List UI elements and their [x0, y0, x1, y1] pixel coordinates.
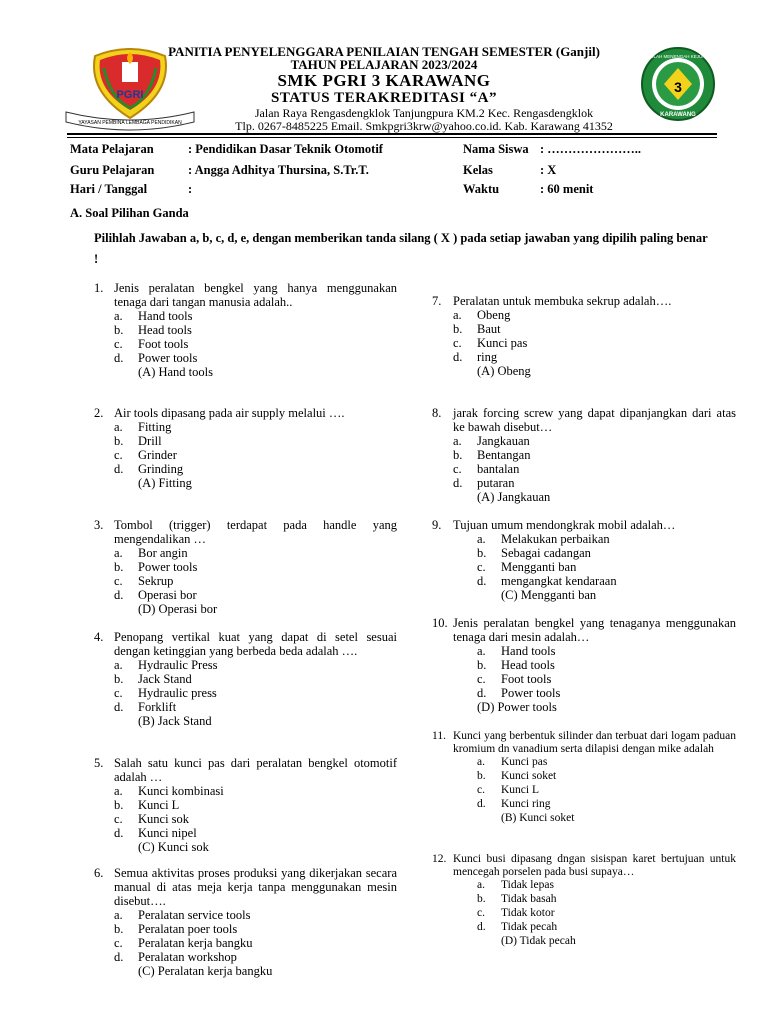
answer-option[interactable]	[114, 922, 397, 936]
question-number: 11.	[432, 730, 446, 742]
answer-option[interactable]	[114, 462, 397, 476]
option-text: Tidak basah	[501, 893, 557, 905]
question-stem: Semua aktivitas proses produksi yang dikerjakan secara manual di atas meja kerja tanpa menggunakan mesin disebut….	[114, 866, 397, 908]
answer-option[interactable]	[114, 826, 397, 840]
answer-option[interactable]	[114, 337, 397, 351]
question-2	[94, 406, 397, 490]
option-text: Hand tools	[138, 309, 193, 323]
option-letter: d.	[453, 476, 463, 490]
option-text: Head tools	[138, 323, 192, 337]
option-letter: c.	[114, 574, 123, 588]
question-number: 5.	[94, 756, 104, 770]
question-9	[432, 518, 736, 602]
answer-option[interactable]	[453, 434, 736, 448]
answer-option[interactable]	[114, 700, 397, 714]
question-number: 7.	[432, 294, 442, 308]
answer-option[interactable]	[114, 672, 397, 686]
answer-key: (C) Kunci sok	[138, 840, 209, 854]
option-text: Head tools	[501, 658, 555, 672]
answer-option[interactable]	[114, 574, 397, 588]
option-letter: d.	[114, 826, 124, 840]
option-text: Peralatan kerja bangku	[138, 936, 253, 950]
option-text: Sebagai cadangan	[501, 546, 591, 560]
option-text: Baut	[477, 322, 501, 336]
time-label: Waktu	[463, 182, 500, 196]
question-5	[94, 756, 397, 854]
question-stem: Kunci yang berbentuk silinder dan terbuat dari logam paduan kromium dn vanadium serta dilapisi dengan mike adalah	[453, 730, 736, 755]
answer-option[interactable]	[477, 921, 736, 935]
option-letter: b.	[114, 798, 124, 812]
question-8	[432, 406, 736, 504]
answer-key: (C) Mengganti ban	[501, 588, 597, 602]
answer-option[interactable]	[477, 546, 736, 560]
answer-option[interactable]	[114, 784, 397, 798]
option-text: Hydraulic Press	[138, 658, 218, 672]
option-text: Jack Stand	[138, 672, 192, 686]
answer-key: (D) Power tools	[477, 700, 557, 714]
option-letter: b.	[114, 434, 124, 448]
answer-option[interactable]	[477, 756, 736, 770]
answer-option[interactable]	[114, 588, 397, 602]
option-text: Kunci soket	[501, 770, 557, 782]
option-letter: d.	[477, 798, 486, 810]
option-text: Forklift	[138, 700, 177, 714]
option-text: Kunci pas	[501, 756, 548, 768]
answer-option[interactable]	[477, 574, 736, 588]
answer-key: (A) Obeng	[477, 364, 531, 378]
answer-key: (A) Jangkauan	[477, 490, 551, 504]
question-number: 6.	[94, 866, 104, 880]
option-letter: d.	[114, 588, 124, 602]
answer-option[interactable]	[114, 658, 397, 672]
subject-label: Mata Pelajaran	[70, 142, 154, 156]
answer-option[interactable]	[453, 462, 736, 476]
student-name-field[interactable]: : …………………..	[540, 142, 642, 156]
date-value: :	[188, 182, 193, 196]
option-text: ring	[477, 350, 498, 364]
answer-option[interactable]	[114, 950, 397, 964]
teacher-value: : Angga Adhitya Thursina, S.Tr.T.	[188, 163, 369, 177]
option-letter: a.	[477, 644, 486, 658]
header-year: TAHUN PELAJARAN 2023/2024	[290, 57, 478, 72]
option-letter: b.	[477, 770, 486, 782]
question-stem: Tujuan umum mendongkrak mobil adalah…	[453, 518, 676, 532]
option-text: Hand tools	[501, 644, 556, 658]
option-text: Drill	[138, 434, 162, 448]
school-address: Jalan Raya Rengasdengklok Tanjungpura KM.2 Kec. Rengasdengklok	[254, 106, 594, 120]
svg-text:3: 3	[674, 79, 682, 95]
option-letter: b.	[477, 658, 487, 672]
option-letter: d.	[114, 462, 124, 476]
option-text: Tidak lepas	[501, 879, 554, 891]
option-letter: d.	[477, 574, 487, 588]
answer-option[interactable]	[114, 434, 397, 448]
subject-value: : Pendidikan Dasar Teknik Otomotif	[188, 142, 383, 156]
option-text: Kunci ring	[501, 798, 551, 810]
question-10	[432, 616, 736, 714]
option-letter: c.	[477, 907, 485, 919]
option-text: Bentangan	[477, 448, 531, 462]
question-number: 12.	[432, 853, 447, 865]
option-letter: a.	[114, 420, 123, 434]
option-letter: c.	[114, 936, 123, 950]
option-letter: c.	[114, 686, 123, 700]
date-label: Hari / Tanggal	[70, 182, 148, 196]
answer-option[interactable]	[477, 658, 736, 672]
option-letter: b.	[453, 322, 463, 336]
answer-option[interactable]	[453, 350, 736, 364]
question-6	[94, 866, 397, 978]
option-letter: d.	[114, 950, 124, 964]
section-title: A. Soal Pilihan Ganda	[70, 206, 189, 220]
option-text: Jangkauan	[477, 434, 530, 448]
student-name-label: Nama Siswa	[463, 142, 529, 156]
question-1	[94, 281, 397, 379]
option-letter: a.	[477, 879, 485, 891]
option-text: Bor angin	[138, 546, 188, 560]
option-text: Kunci kombinasi	[138, 784, 224, 798]
section-instruction: Pilihlah Jawaban a, b, c, d, e, dengan memberikan tanda silang ( X ) pada setiap jawaban yang dipilih paling benar !	[94, 231, 708, 266]
answer-option[interactable]	[114, 351, 397, 365]
question-stem: jarak forcing screw yang dapat dipanjangkan dari atas ke bawah disebut…	[453, 406, 736, 434]
question-stem: Peralatan untuk membuka sekrup adalah….	[453, 294, 672, 308]
answer-option[interactable]	[477, 879, 736, 893]
answer-key: (B) Kunci soket	[501, 812, 575, 824]
option-letter: b.	[114, 323, 124, 337]
option-text: Mengganti ban	[501, 560, 577, 574]
option-text: Kunci sok	[138, 812, 190, 826]
question-stem: Kunci busi dipasang dngan sisispan karet bertujuan untuk mencegah porselen pada busi supaya…	[453, 853, 736, 878]
answer-option[interactable]	[114, 798, 397, 812]
option-text: Kunci nipel	[138, 826, 197, 840]
answer-option[interactable]	[453, 336, 736, 350]
option-letter: c.	[114, 337, 123, 351]
answer-option[interactable]	[453, 476, 736, 490]
option-text: Operasi bor	[138, 588, 197, 602]
question-number: 10.	[432, 616, 448, 630]
svg-text:YAYASAN PEMBINA LEMBAGA PENDID: YAYASAN PEMBINA LEMBAGA PENDIDIKAN	[78, 120, 182, 126]
answer-option[interactable]	[114, 448, 397, 462]
answer-key: (A) Fitting	[138, 476, 192, 490]
question-number: 8.	[432, 406, 442, 420]
question-stem: Jenis peralatan bengkel yang hanya menggunakan tenaga dari tangan manusia adalah..	[114, 281, 397, 309]
option-letter: d.	[453, 350, 463, 364]
answer-option[interactable]	[477, 560, 736, 574]
question-stem: Salah satu kunci pas dari peralatan bengkel otomotif adalah …	[114, 756, 397, 784]
answer-option[interactable]	[477, 798, 736, 812]
option-letter: d.	[114, 351, 124, 365]
answer-option[interactable]	[477, 907, 736, 921]
answer-option[interactable]	[453, 322, 736, 336]
answer-option[interactable]	[114, 936, 397, 950]
question-12	[432, 853, 736, 949]
option-text: Power tools	[501, 686, 561, 700]
question-number: 2.	[94, 406, 104, 420]
answer-option[interactable]	[477, 893, 736, 907]
class-value: : X	[540, 163, 557, 177]
question-11	[432, 730, 736, 826]
option-letter: a.	[114, 546, 123, 560]
question-number: 3.	[94, 518, 104, 532]
option-letter: a.	[114, 658, 123, 672]
time-value: : 60 menit	[540, 182, 594, 196]
option-letter: c.	[477, 784, 485, 796]
question-number: 9.	[432, 518, 442, 532]
header-divider	[67, 133, 717, 135]
answer-option[interactable]	[477, 532, 736, 546]
option-text: Grinder	[138, 448, 177, 462]
question-3	[94, 518, 397, 616]
option-text: Power tools	[138, 560, 198, 574]
option-letter: c.	[453, 336, 462, 350]
option-text: Melakukan perbaikan	[501, 532, 610, 546]
answer-option[interactable]	[477, 770, 736, 784]
option-text: putaran	[477, 476, 515, 490]
option-letter: a.	[477, 756, 485, 768]
question-stem: Tombol (trigger) terdapat pada handle yang mengendalikan …	[114, 518, 397, 546]
answer-key: (B) Jack Stand	[138, 714, 212, 728]
svg-text:KARAWANG: KARAWANG	[660, 112, 696, 118]
option-letter: c.	[477, 672, 486, 686]
option-text: Kunci L	[138, 798, 180, 812]
answer-option[interactable]	[114, 686, 397, 700]
option-text: Peralatan service tools	[138, 908, 251, 922]
class-label: Kelas	[463, 163, 493, 177]
option-letter: b.	[477, 546, 487, 560]
answer-option[interactable]	[114, 560, 397, 574]
accreditation-status: STATUS TERAKREDITASI “A”	[271, 90, 497, 106]
question-stem: Air tools dipasang pada air supply melalui ….	[114, 406, 345, 420]
answer-key: (D) Tidak pecah	[501, 935, 576, 947]
question-4	[94, 630, 397, 728]
option-letter: d.	[477, 921, 486, 933]
option-text: Foot tools	[138, 337, 189, 351]
option-letter: b.	[114, 672, 124, 686]
option-text: Fitting	[138, 420, 172, 434]
school-name: SMK PGRI 3 KARAWANG	[277, 71, 491, 90]
answer-option[interactable]	[477, 672, 736, 686]
option-letter: c.	[453, 462, 462, 476]
answer-option[interactable]	[114, 908, 397, 922]
question-7	[432, 294, 736, 378]
answer-option[interactable]	[114, 546, 397, 560]
option-text: Kunci L	[501, 784, 540, 796]
question-number: 1.	[94, 281, 104, 295]
option-text: Peralatan workshop	[138, 950, 237, 964]
option-letter: a.	[477, 532, 486, 546]
option-text: Grinding	[138, 462, 184, 476]
option-letter: d.	[114, 700, 124, 714]
svg-text:SEKOLAH MENENGAH KEJURUAN: SEKOLAH MENENGAH KEJURUAN	[640, 54, 716, 59]
option-letter: c.	[114, 812, 123, 826]
teacher-label: Guru Pelajaran	[70, 163, 155, 177]
answer-option[interactable]	[477, 644, 736, 658]
svg-text:PGRI: PGRI	[116, 89, 144, 101]
option-letter: b.	[453, 448, 463, 462]
option-text: mengangkat kendaraan	[501, 574, 617, 588]
option-letter: a.	[453, 308, 462, 322]
answer-option[interactable]	[477, 784, 736, 798]
option-letter: a.	[114, 908, 123, 922]
option-letter: b.	[114, 560, 124, 574]
school-contact: Tlp. 0267-8485225 Email. Smkpgri3krw@yahoo.co.id. Kab. Karawang 41352	[235, 119, 613, 133]
answer-key: (A) Hand tools	[138, 365, 213, 379]
option-text: Hydraulic press	[138, 686, 217, 700]
question-stem: Penopang vertikal kuat yang dapat di setel sesuai dengan ketinggian yang berbeda beda adalah ….	[114, 630, 397, 658]
header-divider-thin	[67, 137, 717, 138]
option-letter: a.	[114, 309, 123, 323]
option-letter: c.	[114, 448, 123, 462]
option-text: Tidak kotor	[501, 907, 555, 919]
question-stem: Jenis peralatan bengkel yang tenaganya menggunakan tenaga dari mesin adalah…	[453, 616, 736, 644]
option-text: Foot tools	[501, 672, 552, 686]
option-letter: d.	[477, 686, 487, 700]
answer-option[interactable]	[453, 448, 736, 462]
option-text: Sekrup	[138, 574, 174, 588]
option-text: Power tools	[138, 351, 198, 365]
question-number: 4.	[94, 630, 104, 644]
header-committee: PANITIA PENYELENGGARA PENILAIAN TENGAH SEMESTER (Ganjil)	[168, 44, 600, 59]
option-text: Obeng	[477, 308, 511, 322]
option-text: bantalan	[477, 462, 520, 476]
option-letter: c.	[477, 560, 486, 574]
answer-option[interactable]	[453, 308, 736, 322]
answer-option[interactable]	[114, 309, 397, 323]
answer-option[interactable]	[114, 420, 397, 434]
option-text: Tidak pecah	[501, 921, 558, 933]
answer-key: (C) Peralatan kerja bangku	[138, 964, 273, 978]
option-letter: a.	[453, 434, 462, 448]
answer-option[interactable]	[477, 686, 736, 700]
option-letter: a.	[114, 784, 123, 798]
answer-key: (D) Operasi bor	[138, 602, 218, 616]
option-text: Kunci pas	[477, 336, 528, 350]
answer-option[interactable]	[114, 323, 397, 337]
answer-option[interactable]	[114, 812, 397, 826]
option-text: Peralatan poer tools	[138, 922, 238, 936]
option-letter: b.	[114, 922, 124, 936]
option-letter: b.	[477, 893, 486, 905]
